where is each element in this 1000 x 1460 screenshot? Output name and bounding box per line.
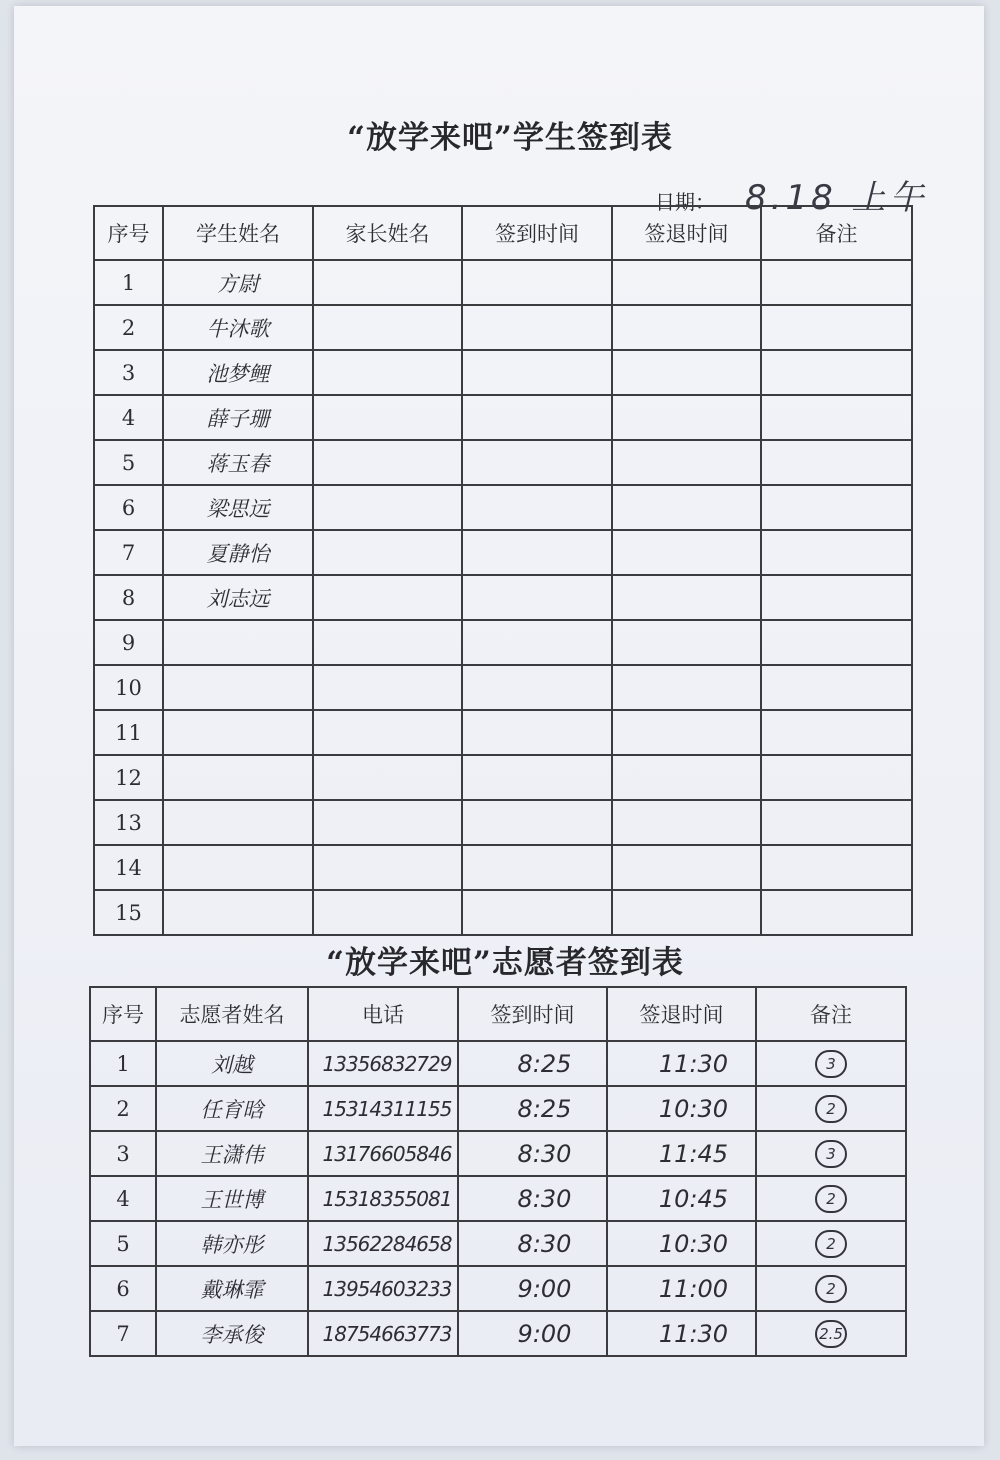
note-cell [761,485,912,530]
header-cell: 学生姓名 [163,206,313,260]
table-header-row [90,987,906,1041]
checkout-time-cell: 11:45 [607,1131,756,1176]
checkin-time-cell [462,845,612,890]
checkin-time-cell: 9:00 [458,1311,607,1356]
table-row [94,260,912,305]
note-cell [761,845,912,890]
phone-cell: 15314311155 [308,1086,458,1131]
header-cell: 签退时间 [612,206,761,260]
parent-name-cell [313,800,462,845]
note-cell [761,800,912,845]
header-cell: 签到时间 [458,987,607,1041]
note-cell [761,530,912,575]
table-row [94,890,912,935]
checkout-time-cell [612,485,761,530]
note-cell [756,1221,906,1266]
table-header-row [94,206,912,260]
circled-hours-note: 2 [815,1185,847,1213]
circled-hours-note: 2 [815,1095,847,1123]
table-row [94,485,912,530]
student-name-cell [163,665,313,710]
note-cell [761,620,912,665]
phone-cell: 13954603233 [308,1266,458,1311]
volunteer-name-cell: 王潇伟 [156,1131,308,1176]
note-cell [761,305,912,350]
date-label: 日期： [655,190,715,214]
student-name-cell [163,890,313,935]
parent-name-cell [313,530,462,575]
row-number: 2 [90,1086,156,1131]
row-number: 5 [90,1221,156,1266]
parent-name-cell [313,260,462,305]
phone-cell: 13176605846 [308,1131,458,1176]
checkout-time-cell [612,845,761,890]
checkin-time-cell [462,260,612,305]
checkout-time-cell [612,710,761,755]
student-name-cell: 牛沐歌 [163,305,313,350]
table-row [94,395,912,440]
volunteer-name-cell: 刘越 [156,1041,308,1086]
parent-name-cell [313,845,462,890]
header-cell: 签退时间 [607,987,756,1041]
checkin-time-cell [462,485,612,530]
checkout-time-cell [612,350,761,395]
table-row [90,1041,906,1086]
parent-name-cell [313,440,462,485]
row-number: 4 [94,395,163,440]
checkout-time-cell: 11:00 [607,1266,756,1311]
row-number: 3 [94,350,163,395]
header-cell: 序号 [90,987,156,1041]
checkin-time-cell [462,305,612,350]
student-name-cell [163,620,313,665]
table-row [90,1086,906,1131]
checkout-time-cell [612,800,761,845]
row-number: 8 [94,575,163,620]
checkout-time-cell: 11:30 [607,1041,756,1086]
date-value: 8.18 上午 [745,178,928,218]
circled-hours-note: 2.5 [815,1320,847,1348]
table-row [94,710,912,755]
student-name-cell [163,800,313,845]
header-cell: 签到时间 [462,206,612,260]
student-sheet-title: “放学来吧”学生签到表 [347,120,673,156]
note-cell [756,1266,906,1311]
student-name-cell [163,710,313,755]
header-cell: 序号 [94,206,163,260]
note-cell [756,1041,906,1086]
volunteer-signin-table [89,986,907,1357]
student-name-cell: 蒋玉春 [163,440,313,485]
parent-name-cell [313,395,462,440]
table-row [90,1176,906,1221]
table-row [94,440,912,485]
table-row [90,1221,906,1266]
checkout-time-cell: 11:30 [607,1311,756,1356]
row-number: 12 [94,755,163,800]
note-cell [761,755,912,800]
header-cell: 备注 [756,987,906,1041]
note-cell [761,710,912,755]
row-number: 10 [94,665,163,710]
circled-hours-note: 2 [815,1275,847,1303]
student-name-cell [163,845,313,890]
note-cell [756,1311,906,1356]
table-row [94,530,912,575]
note-cell [761,350,912,395]
row-number: 15 [94,890,163,935]
table-row [94,800,912,845]
row-number: 14 [94,845,163,890]
row-number: 7 [90,1311,156,1356]
header-cell: 电话 [308,987,458,1041]
checkin-time-cell [462,710,612,755]
checkout-time-cell [612,260,761,305]
checkin-time-cell [462,440,612,485]
table-row [94,755,912,800]
student-name-cell [163,755,313,800]
row-number: 1 [94,260,163,305]
checkout-time-cell: 10:45 [607,1176,756,1221]
note-cell [756,1176,906,1221]
volunteer-name-cell: 李承俊 [156,1311,308,1356]
checkin-time-cell: 8:30 [458,1176,607,1221]
row-number: 6 [94,485,163,530]
table-row [94,845,912,890]
checkout-time-cell [612,395,761,440]
row-number: 3 [90,1131,156,1176]
checkout-time-cell [612,755,761,800]
circled-hours-note: 2 [815,1230,847,1258]
student-name-cell: 夏静怡 [163,530,313,575]
row-number: 4 [90,1176,156,1221]
checkin-time-cell: 8:30 [458,1131,607,1176]
note-cell [761,395,912,440]
checkout-time-cell [612,440,761,485]
checkout-time-cell [612,530,761,575]
parent-name-cell [313,710,462,755]
student-name-cell: 方尉 [163,260,313,305]
table-row [94,665,912,710]
student-signin-table [93,205,913,936]
table-row [94,305,912,350]
table-row [94,575,912,620]
parent-name-cell [313,305,462,350]
checkin-time-cell [462,575,612,620]
header-cell: 备注 [761,206,912,260]
row-number: 13 [94,800,163,845]
checkin-time-cell [462,395,612,440]
row-number: 7 [94,530,163,575]
row-number: 1 [90,1041,156,1086]
checkin-time-cell [462,800,612,845]
circled-hours-note: 3 [815,1050,847,1078]
checkin-time-cell: 8:30 [458,1221,607,1266]
volunteer-sheet-title: “放学来吧”志愿者签到表 [326,945,684,981]
table-row [94,350,912,395]
row-number: 11 [94,710,163,755]
row-number: 9 [94,620,163,665]
checkin-time-cell [462,530,612,575]
checkin-time-cell [462,665,612,710]
checkout-time-cell [612,890,761,935]
checkout-time-cell: 10:30 [607,1221,756,1266]
table-row [90,1311,906,1356]
parent-name-cell [313,755,462,800]
note-cell [761,665,912,710]
volunteer-name-cell: 韩亦彤 [156,1221,308,1266]
parent-name-cell [313,575,462,620]
phone-cell: 13562284658 [308,1221,458,1266]
checkin-time-cell: 8:25 [458,1041,607,1086]
checkin-time-cell [462,755,612,800]
table-row [90,1266,906,1311]
parent-name-cell [313,890,462,935]
checkin-time-cell: 9:00 [458,1266,607,1311]
checkout-time-cell [612,575,761,620]
checkin-time-cell: 8:25 [458,1086,607,1131]
parent-name-cell [313,620,462,665]
volunteer-name-cell: 任育晗 [156,1086,308,1131]
student-name-cell: 梁思远 [163,485,313,530]
header-cell: 志愿者姓名 [156,987,308,1041]
row-number: 6 [90,1266,156,1311]
parent-name-cell [313,485,462,530]
table-row [94,620,912,665]
phone-cell: 18754663773 [308,1311,458,1356]
table-row [90,1131,906,1176]
phone-cell: 13356832729 [308,1041,458,1086]
header-cell: 家长姓名 [313,206,462,260]
parent-name-cell [313,665,462,710]
row-number: 2 [94,305,163,350]
checkin-time-cell [462,350,612,395]
note-cell [761,440,912,485]
checkout-time-cell [612,665,761,710]
phone-cell: 15318355081 [308,1176,458,1221]
student-name-cell: 池梦鲤 [163,350,313,395]
checkin-time-cell [462,890,612,935]
circled-hours-note: 3 [815,1140,847,1168]
note-cell [756,1131,906,1176]
volunteer-name-cell: 王世博 [156,1176,308,1221]
student-name-cell: 薛子珊 [163,395,313,440]
student-name-cell: 刘志远 [163,575,313,620]
checkout-time-cell: 10:30 [607,1086,756,1131]
note-cell [756,1086,906,1131]
note-cell [761,890,912,935]
row-number: 5 [94,440,163,485]
checkout-time-cell [612,305,761,350]
parent-name-cell [313,350,462,395]
checkout-time-cell [612,620,761,665]
checkin-time-cell [462,620,612,665]
volunteer-name-cell: 戴琳霏 [156,1266,308,1311]
note-cell [761,260,912,305]
note-cell [761,575,912,620]
